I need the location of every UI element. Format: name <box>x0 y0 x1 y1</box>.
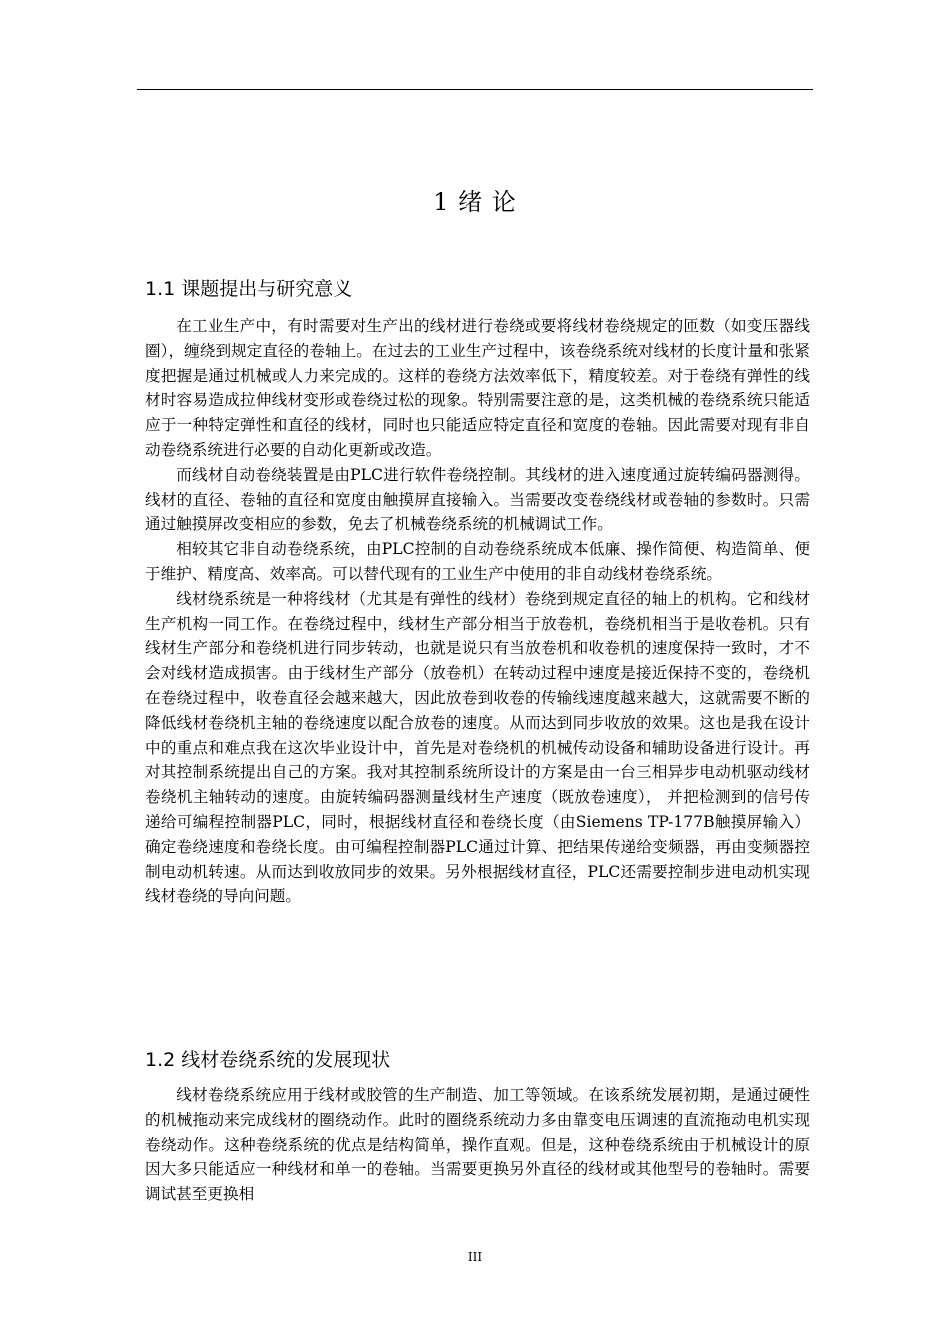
paragraph: 线材绕系统是一种将线材（尤其是有弹性的线材）卷绕到规定直径的轴上的机构。它和线材生产机构一同工作。在卷绕过程中，线材生产部分相当于放卷机，卷绕机相当于是收卷机。只有线材生产部分和卷绕机进行同步转动，也就是说只有当放卷机和收卷机的速度保持一致时，才不会对线材造成损害。由于线材生产部分（放卷机）在转动过程中速度是接近保持不变的，卷绕机在卷绕过程中，收卷直径会越来越大，因此放卷到收卷的传输线速度越来越大，这就需要不断的降低线材卷绕机主轴的卷绕速度以配合放卷的速度。从而达到同步收放的效果。这也是我在设计中的重点和难点我在这次毕业设计中，首先是对卷绕机的机械传动设备和辅助设备进行设计。再对其控制系统提出自己的方案。我对其控制系统所设计的方案是由一台三相异步电动机驱动线材卷绕机主轴转动的速度。由旋转编码器测量线材生产速度（既放卷速度）， 并把检测到的信号传递给可编程控制器PLC，同时，根据线材直径和卷绕长度（由Siemens TP-177B触摸屏输入）确定卷绕速度和卷绕长度。由可编程控制器PLC通过计算、把结果传递给变频器，再由变频器控制电动机转速。从而达到收放同步的效果。另外根据线材直径，PLC还需要控制步进电动机实现线材卷绕的导向问题。 <box>145 589 810 906</box>
paragraph: 相较其它非自动卷绕系统，由PLC控制的自动卷绕系统成本低廉、操作简便、构造简单、便于维护、精度高、效率高。可以替代现有的工业生产中使用的非自动线材卷绕系统。 <box>145 540 810 583</box>
section-heading-1-2: 1.2 线材卷绕系统的发展现状 <box>145 1049 391 1071</box>
page-number: III <box>467 1250 483 1264</box>
paragraph: 而线材自动卷绕装置是由PLC进行软件卷绕控制。其线材的进入速度通过旋转编码器测得。线材的直径、卷轴的直径和宽度由触摸屏直接输入。当需要改变卷绕线材或卷轴的参数时。只需通过触摸屏改变相应的参数，免去了机械卷绕系统的机械调试工作。 <box>145 465 810 534</box>
header-rule <box>137 89 813 90</box>
section-1-2-body <box>145 1083 810 1207</box>
section-1-1-body <box>145 314 810 909</box>
section-heading-1-1: 1.1 课题提出与研究意义 <box>145 278 353 300</box>
paragraph: 线材卷绕系统应用于线材或胶管的生产制造、加工等领域。在该系统发展初期，是通过硬性的机械拖动来完成线材的圈绕动作。此时的圈绕系统动力多由靠变电压调速的直流拖动电机实现卷绕动作。这种卷绕系统的优点是结构简单，操作直观。但是，这种卷绕系统由于机械设计的原因大多只能适应一种线材和单一的卷轴。当需要更换另外直径的线材或其他型号的卷轴时。需要调试甚至更换相 <box>145 1086 810 1204</box>
paragraph: 在工业生产中，有时需要对生产出的线材进行卷绕或要将线材卷绕规定的匝数（如变压器线圈），缠绕到规定直径的卷轴上。在过去的工业生产过程中，该卷绕系统对线材的长度计量和张紧度把握是通过机械或人力来完成的。这样的卷绕方法效率低下，精度较差。对于卷绕有弹性的线材时容易造成拉伸线材变形或卷绕过松的现象。特别需要注意的是，这类机械的卷绕系统只能适应于一种特定弹性和直径的线材，同时也只能适应特定直径和宽度的卷轴。因此需要对现有非自动卷绕系统进行必要的自动化更新或改造。 <box>145 317 810 459</box>
chapter-title: 1 绪 论 <box>433 188 517 216</box>
